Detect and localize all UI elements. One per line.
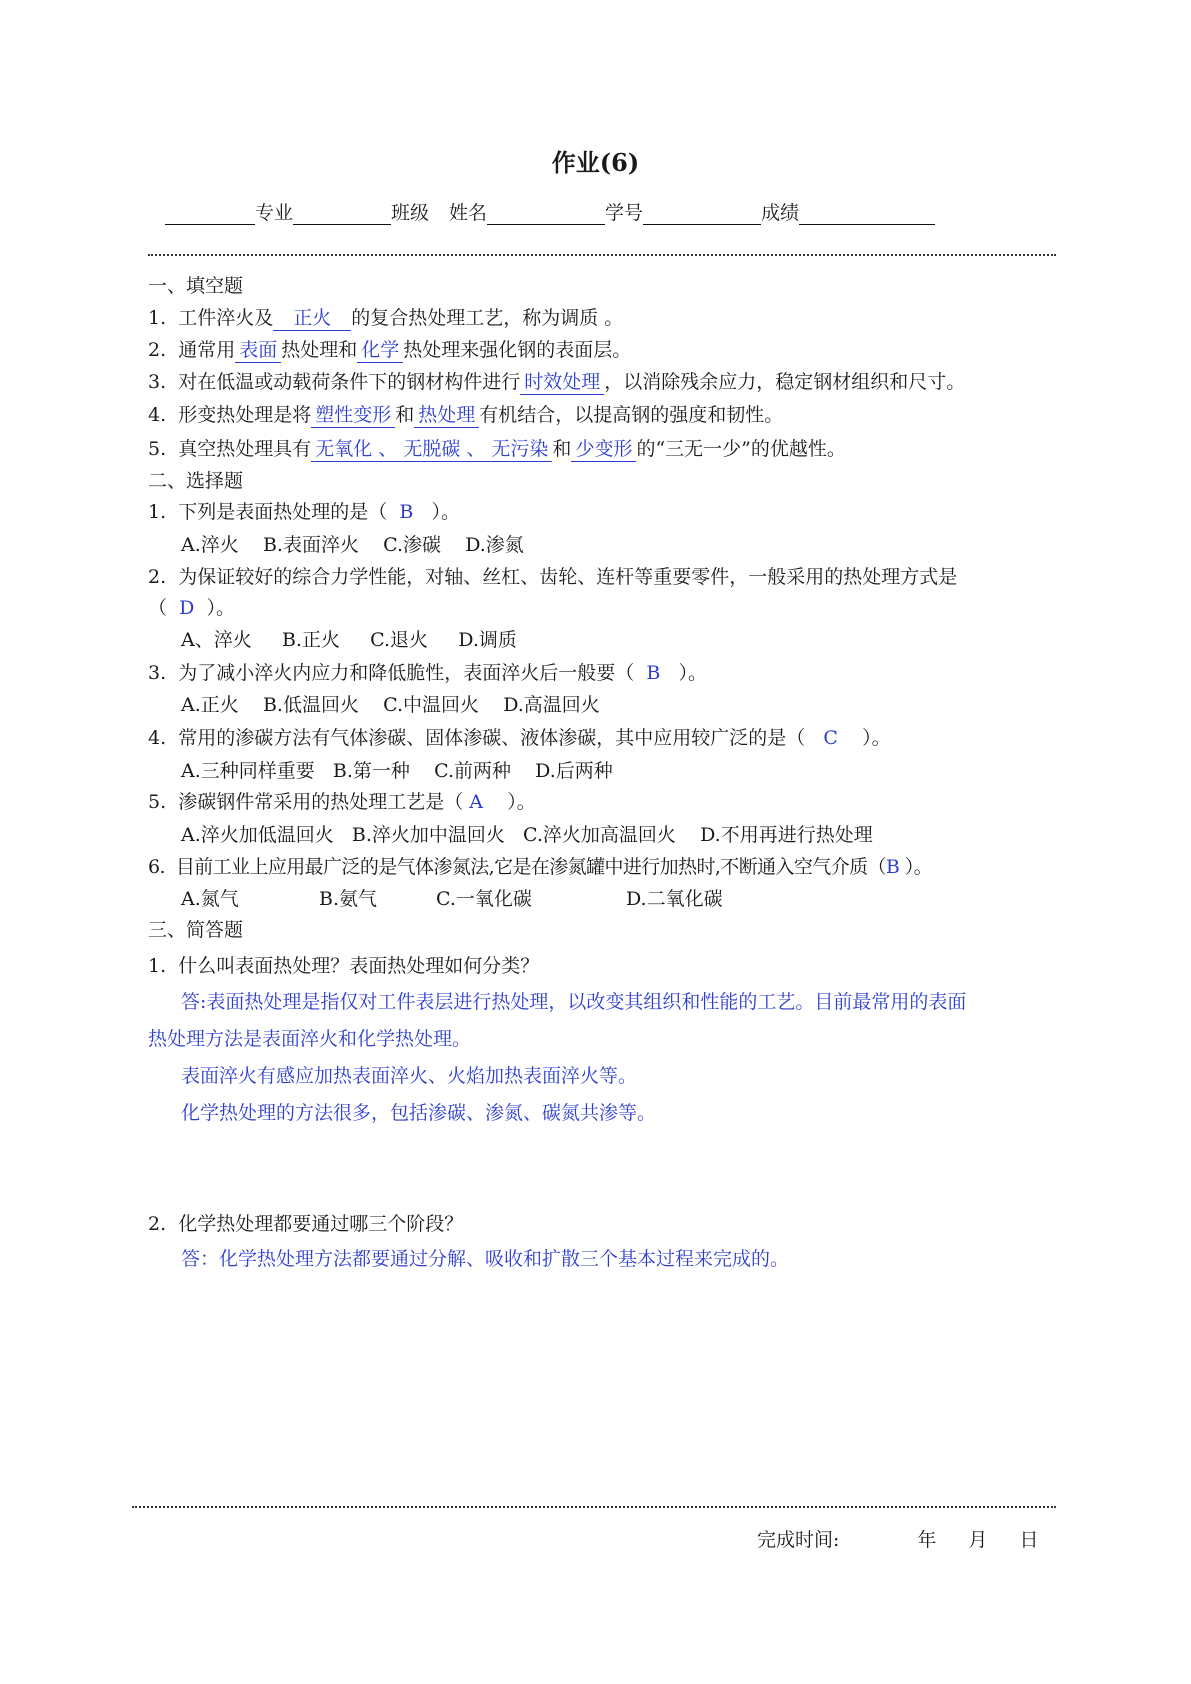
- fill-answer-2b: 化学: [357, 340, 403, 363]
- student-info-line: [165, 198, 935, 225]
- choice-answer-2: D: [179, 597, 195, 619]
- short-answer-1-line-2: 热处理方法是表面淬火和化学热处理。: [148, 1028, 472, 1050]
- fill-answer-1: 正火: [273, 308, 351, 331]
- fill-question-2: 2. 通常用 表面 热处理和 化学 热处理来强化钢的表面层。: [148, 339, 632, 361]
- fill-answer-4a: 塑性变形: [311, 405, 395, 428]
- score-label: 成绩: [761, 202, 800, 224]
- fill-answer-3: 时效处理: [520, 372, 604, 395]
- choice-answer-3: B: [646, 662, 661, 684]
- name-blank[interactable]: [487, 202, 605, 225]
- choice-options-6: A.氮气 B.氨气 C.一氧化碳 D.二氧化碳: [181, 888, 723, 910]
- section-short-heading: 三、简答题: [148, 919, 244, 941]
- short-answer-1-line-3: 表面淬火有感应加热表面淬火、火焰加热表面淬火等。: [181, 1065, 638, 1087]
- fill-answer-4b: 热处理: [414, 405, 479, 428]
- choice-answer-6: B: [885, 856, 900, 878]
- choice-options-1: A.淬火 B.表面淬火 C.渗碳 D.渗氮: [181, 534, 524, 556]
- fill-question-1: 1. 工件淬火及 正火 的复合热处理工艺，称为调质 。: [148, 307, 624, 329]
- choice-question-3: 3. 为了减小淬火内应力和降低脆性，表面淬火后一般要（ B ）。: [148, 662, 707, 684]
- major-label: 专业: [255, 202, 294, 224]
- month-label: 月: [968, 1529, 988, 1551]
- page-title: 作业(6): [551, 148, 640, 177]
- short-question-1: 1. 什么叫表面热处理？表面热处理如何分类？: [148, 955, 540, 977]
- score-blank[interactable]: [799, 202, 935, 225]
- short-answer-1-line-1: 答:表面热处理是指仅对工件表层进行热处理，以改变其组织和性能的工艺。目前最常用的表面: [181, 991, 967, 1013]
- choice-answer-5: A: [469, 791, 484, 813]
- name-label: 姓名: [449, 202, 488, 224]
- choice-options-3: A.正火 B.低温回火 C.中温回火 D.高温回火: [181, 694, 600, 716]
- choice-question-4: 4. 常用的渗碳方法有气体渗碳、固体渗碳、液体渗碳，其中应用较广泛的是（ C ）。: [148, 727, 891, 749]
- choice-question-5: 5. 渗碳钢件常采用的热处理工艺是（ A ）。: [148, 791, 536, 813]
- year-label: 年: [917, 1529, 937, 1551]
- completion-time: [757, 1528, 1038, 1552]
- student-id-label: 学号: [605, 202, 644, 224]
- short-question-2: 2. 化学热处理都要通过哪三个阶段？: [148, 1213, 464, 1235]
- section-fill-heading: 一、填空题: [148, 275, 244, 297]
- fill-question-3: 3. 对在低温或动载荷条件下的钢材构件进行 时效处理 ，以消除残余应力，稳定钢材组织和尺寸。: [148, 371, 966, 393]
- choice-options-2: A、淬火 B.正火 C.退火 D.调质: [181, 629, 517, 651]
- fill-question-4: 4. 形变热处理是将 塑性变形 和 热处理 有机结合，以提高钢的强度和韧性。: [148, 404, 784, 426]
- choice-options-5: A.淬火加低温回火 B.淬火加中温回火 C.淬火加高温回火 D.不用再进行热处理: [181, 824, 873, 846]
- student-id-blank[interactable]: [643, 202, 761, 225]
- choice-question-1: 1. 下列是表面热处理的是（ B ）。: [148, 501, 460, 523]
- fill-answer-2a: 表面: [235, 340, 281, 363]
- day-label: 日: [1019, 1529, 1039, 1551]
- class-label: 班级: [391, 202, 430, 224]
- footer-divider: [132, 1506, 1056, 1508]
- fill-question-5: 5. 真空热处理具有 无氧化 、 无脱碳 、 无污染 和 少变形 的“三无一少”的优越性。: [148, 438, 846, 460]
- short-answer-1-line-4: 化学热处理的方法很多，包括渗碳、渗氮、碳氮共渗等。: [181, 1102, 657, 1124]
- choice-options-4: A.三种同样重要 B.第一种 C.前两种 D.后两种: [181, 760, 613, 782]
- choice-question-2-cont: （ D ）。: [148, 597, 235, 619]
- choice-question-2: 2. 为保证较好的综合力学性能，对轴、丝杠、齿轮、连杆等重要零件，一般采用的热处理方式是: [148, 566, 958, 588]
- major-blank[interactable]: [165, 202, 255, 225]
- choice-answer-4: C: [823, 727, 838, 749]
- short-answer-2-line-1: 答：化学热处理方法都要通过分解、吸收和扩散三个基本过程来完成的。: [181, 1248, 790, 1270]
- header-divider: [148, 254, 1056, 256]
- choice-question-6: 6. 目前工业上应用最广泛的是气体渗氮法,它是在渗氮罐中进行加热时,不断通入空气介质（B ）。: [148, 856, 933, 878]
- fill-answer-5b: 少变形: [571, 439, 636, 462]
- completion-time-label: 完成时间:: [757, 1529, 840, 1551]
- fill-answer-5a: 无氧化 、 无脱碳 、 无污染: [311, 439, 552, 462]
- choice-answer-1: B: [399, 501, 414, 523]
- section-choice-heading: 二、选择题: [148, 470, 244, 492]
- class-blank[interactable]: [293, 202, 391, 225]
